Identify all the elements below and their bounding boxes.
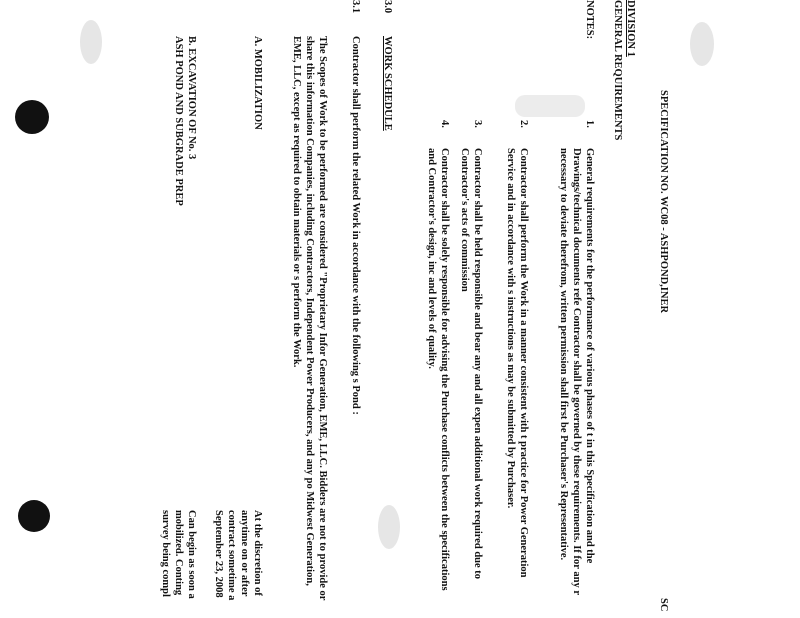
page-ref: SC: [658, 598, 669, 612]
notes-label: NOTES:: [584, 0, 595, 40]
note-number: 3.: [472, 120, 483, 128]
subsection-number: 3.1: [350, 0, 361, 14]
division-title: DIVISION 1: [625, 0, 636, 57]
schedule-intro: Contractor shall perform the related Work in accordance with the following s Pond :: [350, 36, 361, 415]
schedule-item-label-line2: ASH POND AND SUBGRADE PREP: [173, 36, 184, 206]
note-number: 4.: [439, 120, 450, 128]
note-text: Contractor shall be held responsible and bear any and all expen additional work required due to Contractor's acts of commission: [459, 148, 483, 580]
schedule-item-note: At the discretion of anytime on or after contract sometime a September 23, 2008: [213, 510, 263, 601]
specification-page: [10, 0, 700, 618]
proprietary-scope-text: The Scopes of Work to be performed are considered "Proprietary Infor Generation, EME, LLC. Bidders are not to provide or share this information Companies, including Contractors, Independent Power Producers, and any po Midwest Generation, EME, LLC, except as required to obtain materials or s perform the Work.: [291, 36, 328, 601]
section-title: WORK SCHEDULE: [382, 36, 393, 131]
schedule-item-note: Can begin as soon a mobilized. Conting survey being compl: [160, 510, 197, 599]
division-subtitle: GENERAL REQUIREMENTS: [612, 0, 623, 141]
note-number: 2.: [518, 120, 529, 128]
schedule-item-label: B. EXCAVATION OF No. 3: [186, 36, 197, 160]
note-text: Contractor shall be solely responsible for advising the Purchase conflicts between the specifications and Contractor's design, inc and levels of quality.: [426, 148, 450, 591]
section-number: 3.0: [382, 0, 393, 14]
schedule-item-label: A. MOBILIZATION: [252, 36, 263, 130]
note-text: Contractor shall perform the Work in a manner consistent with t practice for Power Generation Service and in accordance with s instructions as may be submitted by Purchaser.: [505, 148, 529, 578]
note-text: General requirements for the performance of various phases of t in this Specification and the Drawings/technical documents refe Contractor shall be governed by these requirements. If for any r necessary to deviate therefrom, written permission shall first be Purchaser's Representative.: [558, 148, 595, 595]
note-number: 1.: [584, 120, 595, 128]
spec-number: SPECIFICATION NO. WC08 - ASHPOND,INER: [658, 90, 669, 314]
